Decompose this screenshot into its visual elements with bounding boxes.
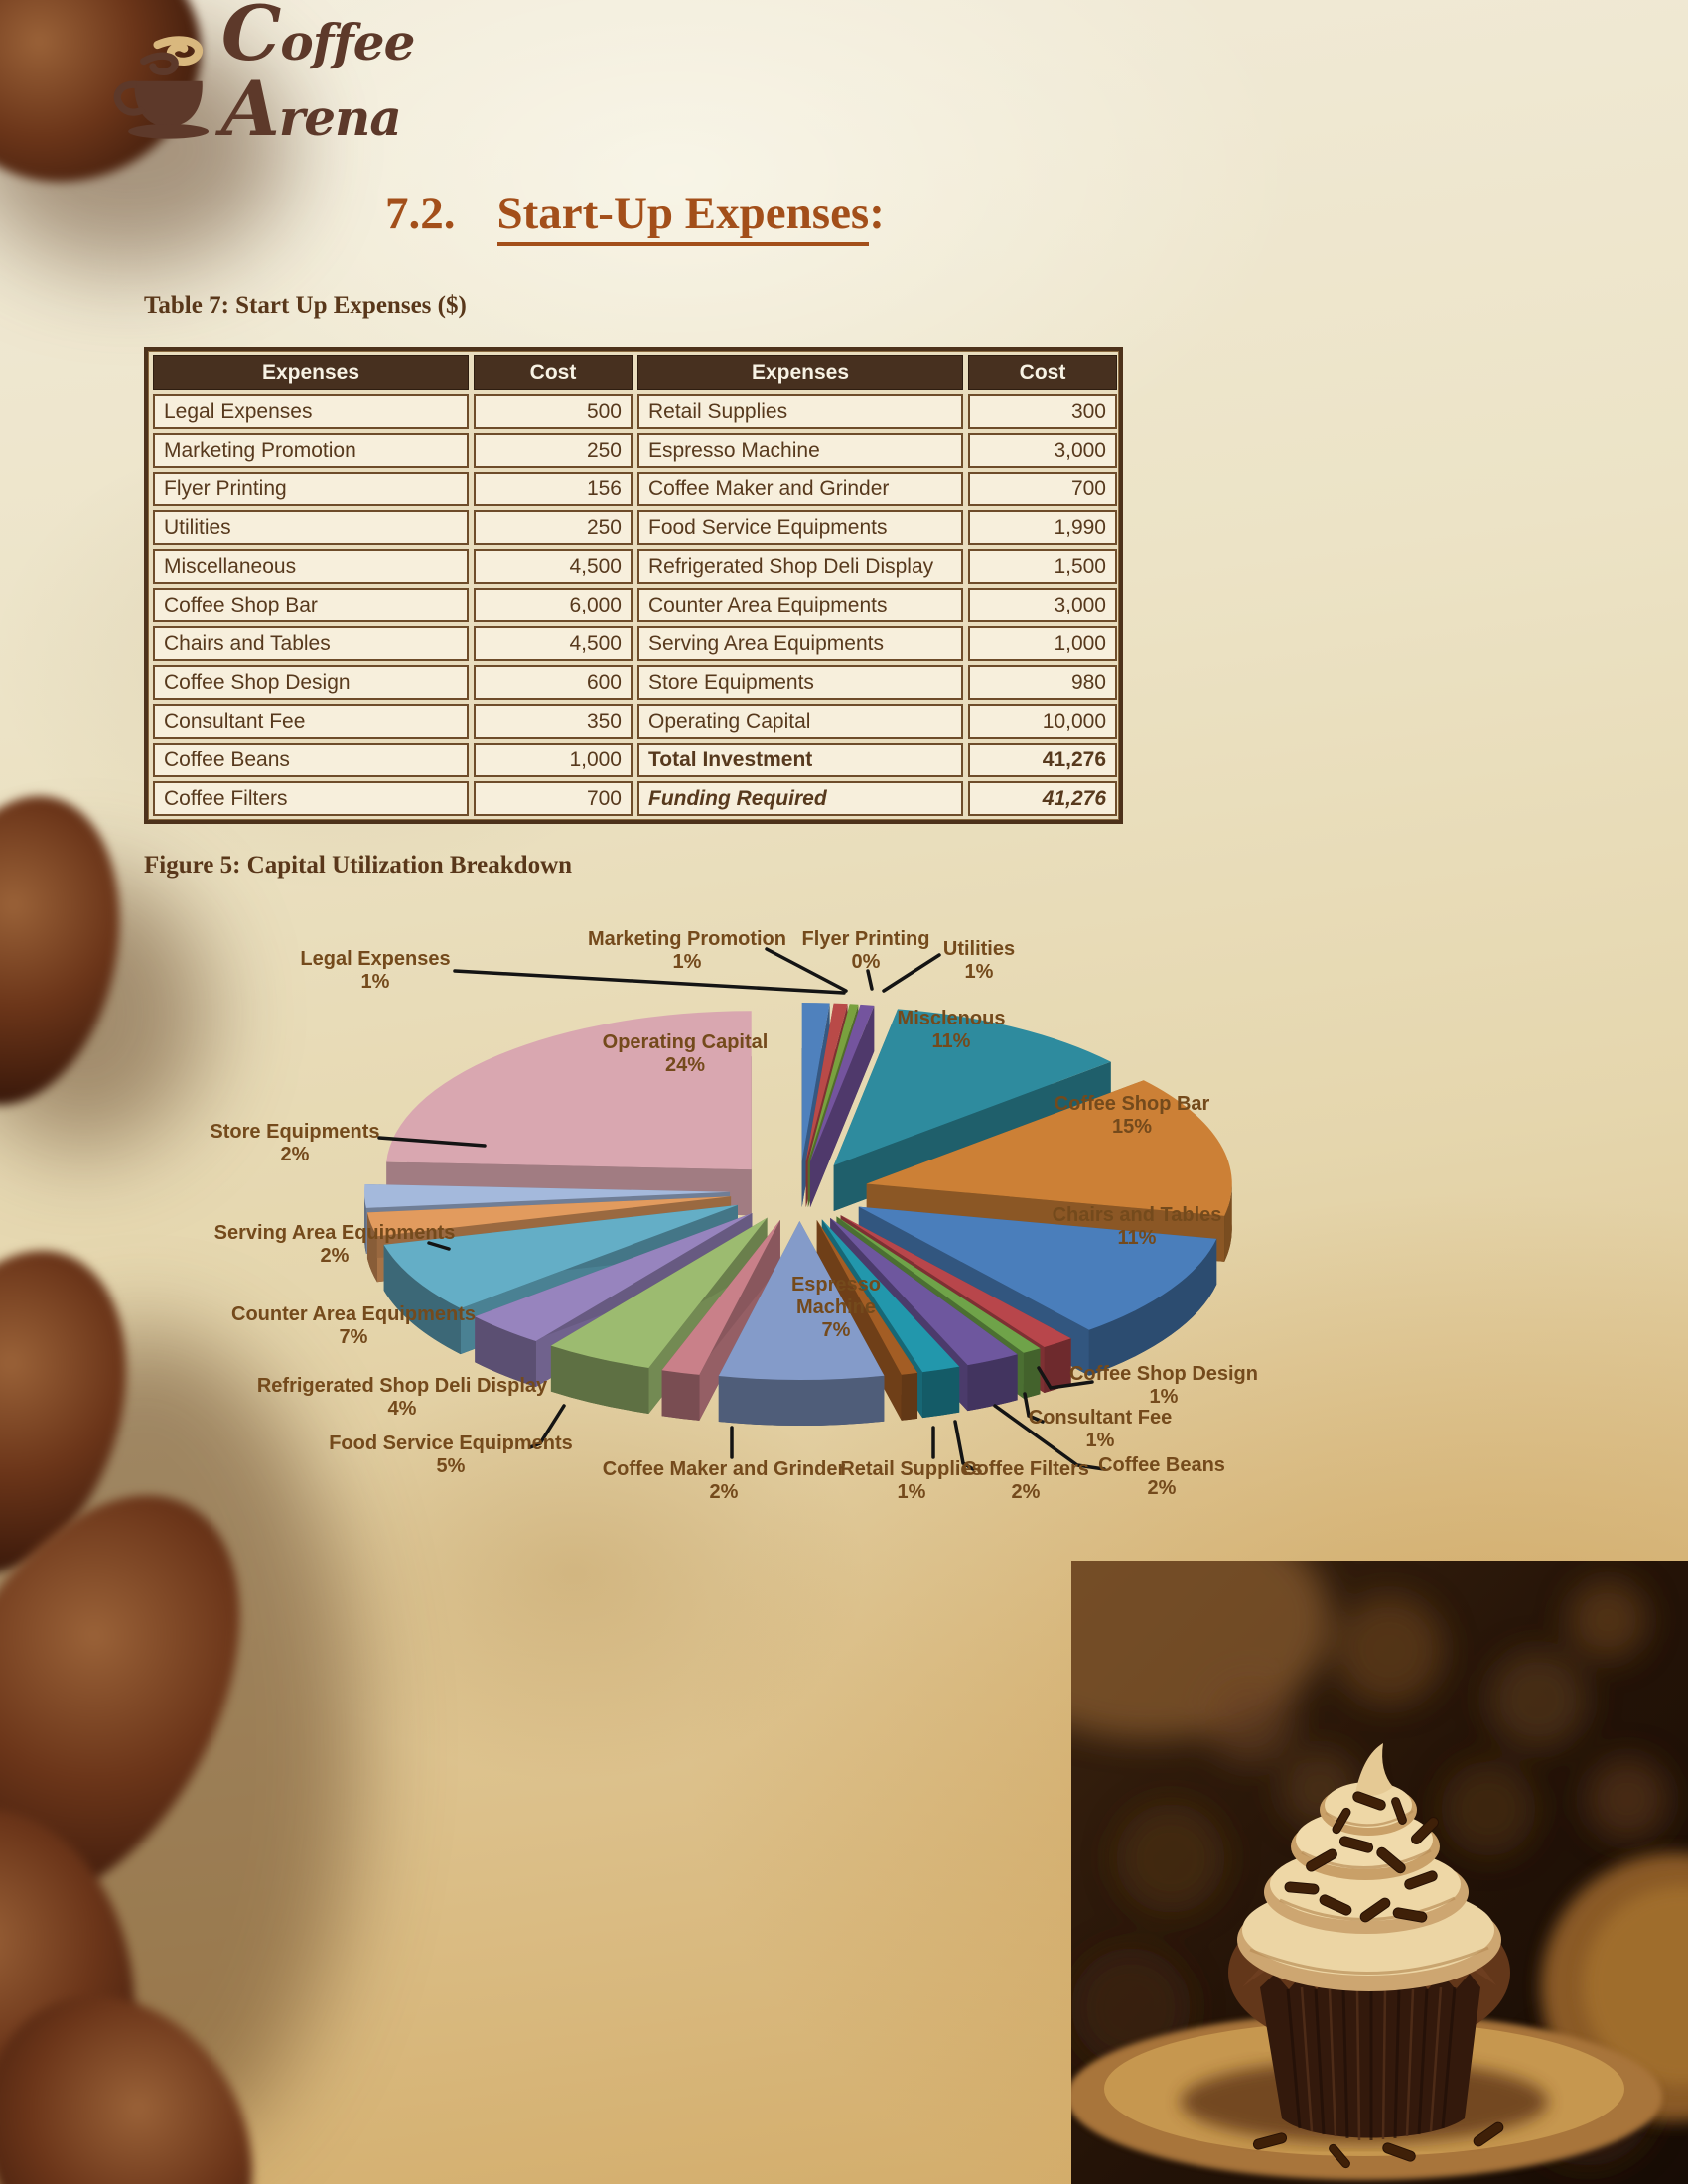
pie-slice-label: Counter Area Equipments 7%: [231, 1303, 476, 1348]
cost-cell: 1,500: [968, 549, 1117, 584]
pie-slice-label: Misclenous 11%: [897, 1008, 1006, 1052]
expense-cell: Food Service Equipments: [637, 510, 963, 545]
pie-slice-label: Espresso Machine 7%: [790, 1274, 882, 1341]
expense-cell: Flyer Printing: [153, 472, 469, 506]
expense-cell: Miscellaneous: [153, 549, 469, 584]
pie-slice-label: Refrigerated Shop Deli Display 4%: [256, 1375, 548, 1420]
cost-cell: 250: [474, 510, 633, 545]
table-row: [153, 781, 1117, 816]
brand-part-arena: Arena: [220, 65, 401, 153]
expense-cell: Serving Area Equipments: [637, 626, 963, 661]
cost-cell: 350: [474, 704, 633, 739]
label-leader-line: [767, 949, 846, 991]
cost-cell: 3,000: [968, 433, 1117, 468]
cost-cell: 10,000: [968, 704, 1117, 739]
label-leader-line: [868, 971, 872, 989]
section-title-text: Start-Up Expenses: [497, 188, 870, 246]
cost-cell: 3,000: [968, 588, 1117, 622]
cost-cell: 700: [968, 472, 1117, 506]
table-caption: Table 7: Start Up Expenses ($): [144, 292, 467, 319]
expense-cell: Coffee Filters: [153, 781, 469, 816]
expense-cell: Espresso Machine: [637, 433, 963, 468]
pie-slice-label: Coffee Beans 2%: [1098, 1454, 1225, 1499]
table-row: [153, 472, 1117, 506]
pie-slice-label: Coffee Maker and Grinder 2%: [602, 1458, 846, 1503]
pie-slice-label: Marketing Promotion 1%: [587, 928, 787, 973]
label-leader-line: [884, 955, 939, 991]
expense-cell: Refrigerated Shop Deli Display: [637, 549, 963, 584]
section-title: [385, 187, 885, 240]
table-row: [153, 743, 1117, 777]
cost-cell: 41,276: [968, 743, 1117, 777]
cost-cell: 4,500: [474, 626, 633, 661]
cost-cell: 1,000: [474, 743, 633, 777]
cost-cell: 600: [474, 665, 633, 700]
pie-slice-label: Coffee Shop Bar 15%: [1054, 1093, 1210, 1138]
section-number: 7.2.: [385, 188, 456, 239]
expense-cell: Counter Area Equipments: [637, 588, 963, 622]
cost-cell: 1,000: [968, 626, 1117, 661]
pie-slice-label: Chairs and Tables 11%: [1052, 1204, 1222, 1249]
cost-cell: 1,990: [968, 510, 1117, 545]
expense-cell: Coffee Shop Bar: [153, 588, 469, 622]
brand-name: [220, 0, 564, 153]
expense-cell: Chairs and Tables: [153, 626, 469, 661]
pie-slice-label: Retail Supplies 1%: [840, 1458, 983, 1503]
pie-slice-label: Serving Area Equipments 2%: [213, 1222, 456, 1267]
expense-cell: Coffee Beans: [153, 743, 469, 777]
pie-slice-label: Flyer Printing 0%: [801, 928, 930, 973]
pie-slice-label: Food Service Equipments 5%: [329, 1433, 573, 1477]
pie-slice-label: Operating Capital 24%: [602, 1031, 769, 1076]
cost-cell: 980: [968, 665, 1117, 700]
pie-slice-label: Coffee Shop Design 1%: [1068, 1363, 1259, 1408]
cost-cell: 4,500: [474, 549, 633, 584]
cupcake-photo: [1071, 1561, 1688, 2184]
pie-slice-label: Legal Expenses 1%: [300, 948, 451, 993]
expense-cell: Consultant Fee: [153, 704, 469, 739]
cost-cell: 41,276: [968, 781, 1117, 816]
section-title-colon: :: [869, 188, 885, 239]
column-header: Cost: [968, 355, 1117, 390]
table-row: [153, 394, 1117, 429]
cost-cell: 156: [474, 472, 633, 506]
startup-expenses-table: [144, 347, 1123, 824]
table-row: [153, 433, 1117, 468]
cost-cell: 250: [474, 433, 633, 468]
expense-cell: Coffee Shop Design: [153, 665, 469, 700]
expense-cell: Store Equipments: [637, 665, 963, 700]
figure-caption: Figure 5: Capital Utilization Breakdown: [144, 852, 573, 879]
expenses-table: [148, 351, 1122, 820]
brand-part-coffee: Coffee: [220, 0, 415, 77]
cost-cell: 6,000: [474, 588, 633, 622]
expense-cell: Marketing Promotion: [153, 433, 469, 468]
table-row: [153, 704, 1117, 739]
expense-cell: Utilities: [153, 510, 469, 545]
table-header-row: [153, 355, 1117, 390]
cost-cell: 500: [474, 394, 633, 429]
table-row: [153, 665, 1117, 700]
pie-slice-label: Utilities 1%: [942, 938, 1016, 983]
expense-cell: Retail Supplies: [637, 394, 963, 429]
expense-cell: Total Investment: [637, 743, 963, 777]
pie-slice-label: Store Equipments 2%: [210, 1121, 380, 1165]
expense-cell: Operating Capital: [637, 704, 963, 739]
table-row: [153, 549, 1117, 584]
expense-cell: Coffee Maker and Grinder: [637, 472, 963, 506]
table-row: [153, 510, 1117, 545]
capital-utilization-pie-chart: [139, 874, 1460, 1569]
table-row: [153, 588, 1117, 622]
coffee-cup-logo-icon: [107, 33, 221, 147]
column-header: Expenses: [153, 355, 469, 390]
pie-slice-label: Consultant Fee 1%: [1028, 1407, 1173, 1451]
column-header: Expenses: [637, 355, 963, 390]
cost-cell: 700: [474, 781, 633, 816]
cost-cell: 300: [968, 394, 1117, 429]
table-row: [153, 626, 1117, 661]
column-header: Cost: [474, 355, 633, 390]
expense-cell: Legal Expenses: [153, 394, 469, 429]
label-leader-line: [455, 971, 844, 993]
coffee-arena-logo: [107, 0, 564, 153]
pie-slice-label: Coffee Filters 2%: [962, 1458, 1089, 1503]
expense-cell: Funding Required: [637, 781, 963, 816]
